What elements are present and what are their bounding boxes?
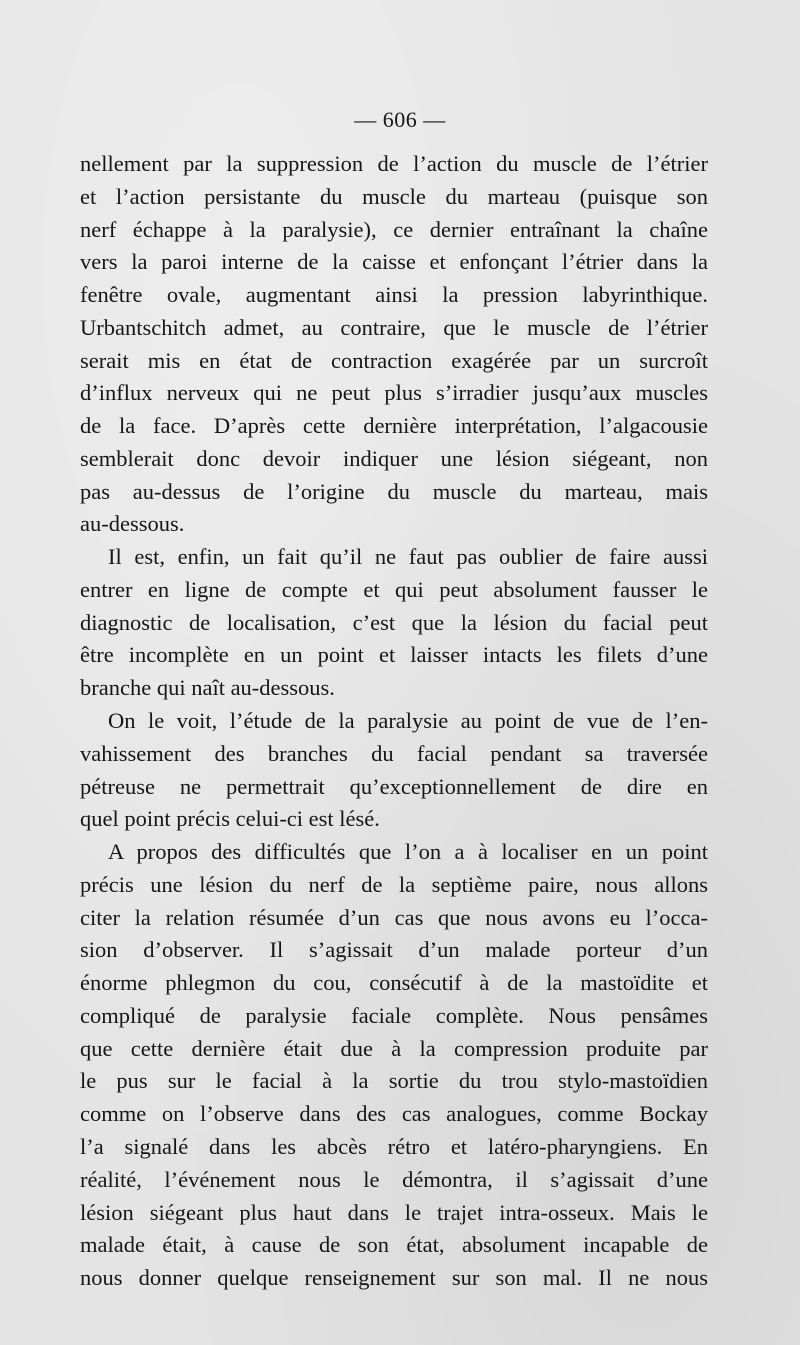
text-line: nerf échappe à la paralysie), ce dernier entraînant la chaîne bbox=[80, 216, 708, 242]
text-line: au-dessous. bbox=[80, 511, 185, 537]
text-line: malade était, à cause de son état, absolument incapable de bbox=[80, 1232, 708, 1258]
text-line: que cette dernière était due à la compression produite par bbox=[80, 1035, 708, 1061]
text-line: sion d’observer. Il s’agissait d’un malade porteur d’un bbox=[80, 937, 708, 963]
text-line: compliqué de paralysie faciale complète. Nous pensâmes bbox=[80, 1002, 708, 1028]
paragraph bbox=[80, 148, 708, 541]
paragraph bbox=[80, 836, 708, 1295]
text-line: et l’action persistante du muscle du marteau (puisque son bbox=[80, 183, 708, 209]
text-line: le pus sur le facial à la sortie du trou stylo-mastoïdien bbox=[80, 1068, 708, 1094]
text-line: A propos des difficultés que l’on a à localiser en un point bbox=[108, 839, 708, 865]
text-line: branche qui naît au-dessous. bbox=[80, 675, 335, 701]
text-line: vers la paroi interne de la caisse et enfonçant l’étrier dans la bbox=[80, 249, 708, 275]
text-line: On le voit, l’étude de la paralysie au point de vue de l’en- bbox=[108, 708, 708, 734]
text-line: d’influx nerveux qui ne peut plus s’irradier jusqu’aux muscles bbox=[80, 380, 708, 406]
body-text bbox=[80, 148, 708, 1295]
text-line: être incomplète en un point et laisser intacts les filets d’une bbox=[80, 642, 708, 668]
text-line: énorme phlegmon du cou, consécutif à de la mastoïdite et bbox=[80, 970, 708, 996]
text-line: lésion siégeant plus haut dans le trajet intra-osseux. Mais le bbox=[80, 1199, 708, 1225]
text-line: pétreuse ne permettrait qu’exceptionnellement de dire en bbox=[80, 773, 708, 799]
text-line: Il est, enfin, un fait qu’il ne faut pas oublier de faire aussi bbox=[108, 544, 708, 570]
text-line: semblerait donc devoir indiquer une lésion siégeant, non bbox=[80, 445, 708, 471]
text-line: vahissement des branches du facial pendant sa traversée bbox=[80, 740, 708, 766]
text-line: nous donner quelque renseignement sur son mal. Il ne nous bbox=[80, 1265, 708, 1291]
text-line: entrer en ligne de compte et qui peut absolument fausser le bbox=[80, 576, 708, 602]
text-line: précis une lésion du nerf de la septième paire, nous allons bbox=[80, 871, 708, 897]
text-line: citer la relation résumée d’un cas que nous avons eu l’occa- bbox=[80, 904, 708, 930]
text-line: réalité, l’événement nous le démontra, il s’agissait d’une bbox=[80, 1166, 708, 1192]
text-line: diagnostic de localisation, c’est que la lésion du facial peut bbox=[80, 609, 708, 635]
text-line: Urbantschitch admet, au contraire, que le muscle de l’étrier bbox=[80, 314, 708, 340]
text-line: pas au-dessus de l’origine du muscle du marteau, mais bbox=[80, 478, 708, 504]
paragraph bbox=[80, 705, 708, 836]
text-line: de la face. D’après cette dernière interprétation, l’algacousie bbox=[80, 413, 708, 439]
text-line: l’a signalé dans les abcès rétro et latéro-pharyngiens. En bbox=[80, 1133, 708, 1159]
text-line: comme on l’observe dans des cas analogues, comme Bockay bbox=[80, 1101, 708, 1127]
paragraph bbox=[80, 541, 708, 705]
page-number: — 606 — bbox=[354, 107, 446, 132]
text-line: nellement par la suppression de l’action du muscle de l’étrier bbox=[80, 151, 708, 176]
text-line: quel point précis celui-ci est lésé. bbox=[80, 806, 380, 832]
text-line: serait mis en état de contraction exagérée par un surcroît bbox=[80, 347, 708, 373]
text-line: fenêtre ovale, augmentant ainsi la pression labyrinthique. bbox=[80, 282, 708, 308]
